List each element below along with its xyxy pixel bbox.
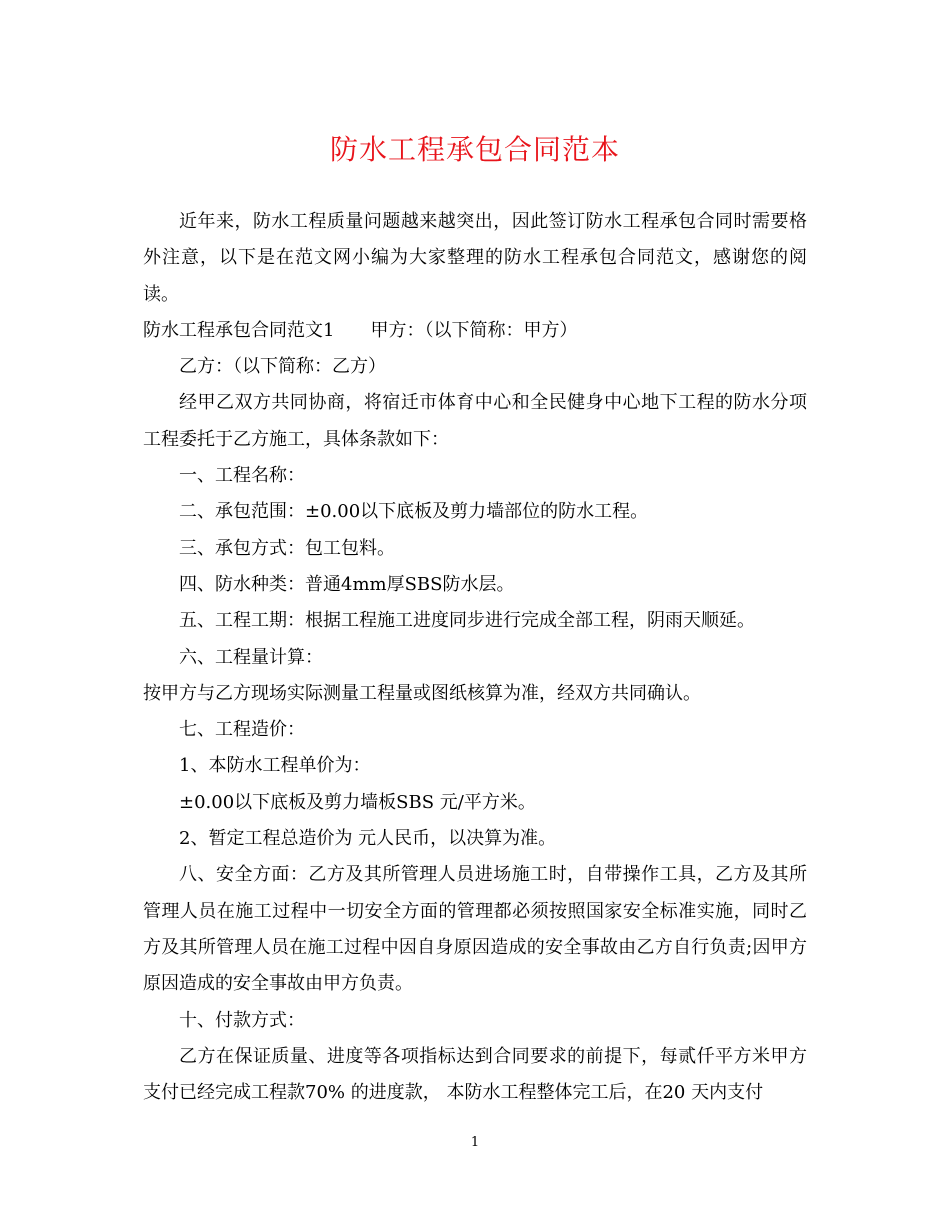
clause-6-detail: 按甲方与乙方现场实际测量工程量或图纸核算为准，经双方共同确认。	[143, 682, 701, 704]
party-a-line: 甲方：（以下简称：甲方）	[370, 319, 578, 341]
clause-7-unit-price: ±0.00以下底板及剪力墙板SBS 元/平方米。	[179, 791, 536, 813]
page-number: 1	[470, 1135, 480, 1150]
clause-10-detail: 乙方在保证质量、进度等各项指标达到合同要求的前提下，每贰仟平方米甲方支付已经完成工程款70% 的进度款， 本防水工程整体完工后，在20 天内支付	[143, 1045, 807, 1104]
clause-3: 三、承包方式：包工包料。	[179, 537, 395, 559]
contract-heading: 防水工程承包合同范文1	[143, 319, 335, 341]
paragraph-party-b: 乙方：（以下简称：乙方）	[179, 356, 386, 378]
clause-7-item-1: 1、本防水工程单价为：	[179, 755, 371, 777]
paragraph-intro: 近年来，防水工程质量问题越来越突出，因此签订防水工程承包合同时需要格外注意，以下是在范文网小编为大家整理的防水工程承包合同范文，感谢您的阅读。	[143, 211, 807, 305]
clause-7: 七、工程造价：	[179, 719, 305, 741]
document-body	[143, 204, 807, 1111]
clause-1: 一、工程名称：	[179, 465, 305, 487]
paragraph-agreement: 经甲乙双方共同协商，将宿迁市体育中心和全民健身中心地下工程的防水分项工程委托于乙方施工，具体条款如下：	[143, 392, 807, 450]
clause-6: 六、工程量计算：	[179, 646, 323, 668]
clause-5: 五、工程工期：根据工程施工进度同步进行完成全部工程，阴雨天顺延。	[179, 610, 755, 632]
clause-4: 四、防水种类：普通4mm厚SBS防水层。	[179, 573, 515, 595]
clause-8: 八、安全方面：乙方及其所管理人员进场施工时，自带操作工具，乙方及其所管理人员在施工过程中一切安全方面的管理都必须按照国家安全标准实施，同时乙方及其所管理人员在施工过程中因自身原因造成的安全事故由乙方自行负责;因甲方原因造成的安全事故由甲方负责。	[143, 864, 807, 995]
paragraph-heading-line	[143, 313, 807, 349]
clause-2: 二、承包范围：±0.00以下底板及剪力墙部位的防水工程。	[179, 501, 649, 523]
document-title: 防水工程承包合同范本	[329, 133, 620, 166]
clause-10: 十、付款方式：	[179, 1009, 305, 1031]
clause-7-item-2: 2、暂定工程总造价为 元人民币，以决算为准。	[179, 828, 557, 850]
